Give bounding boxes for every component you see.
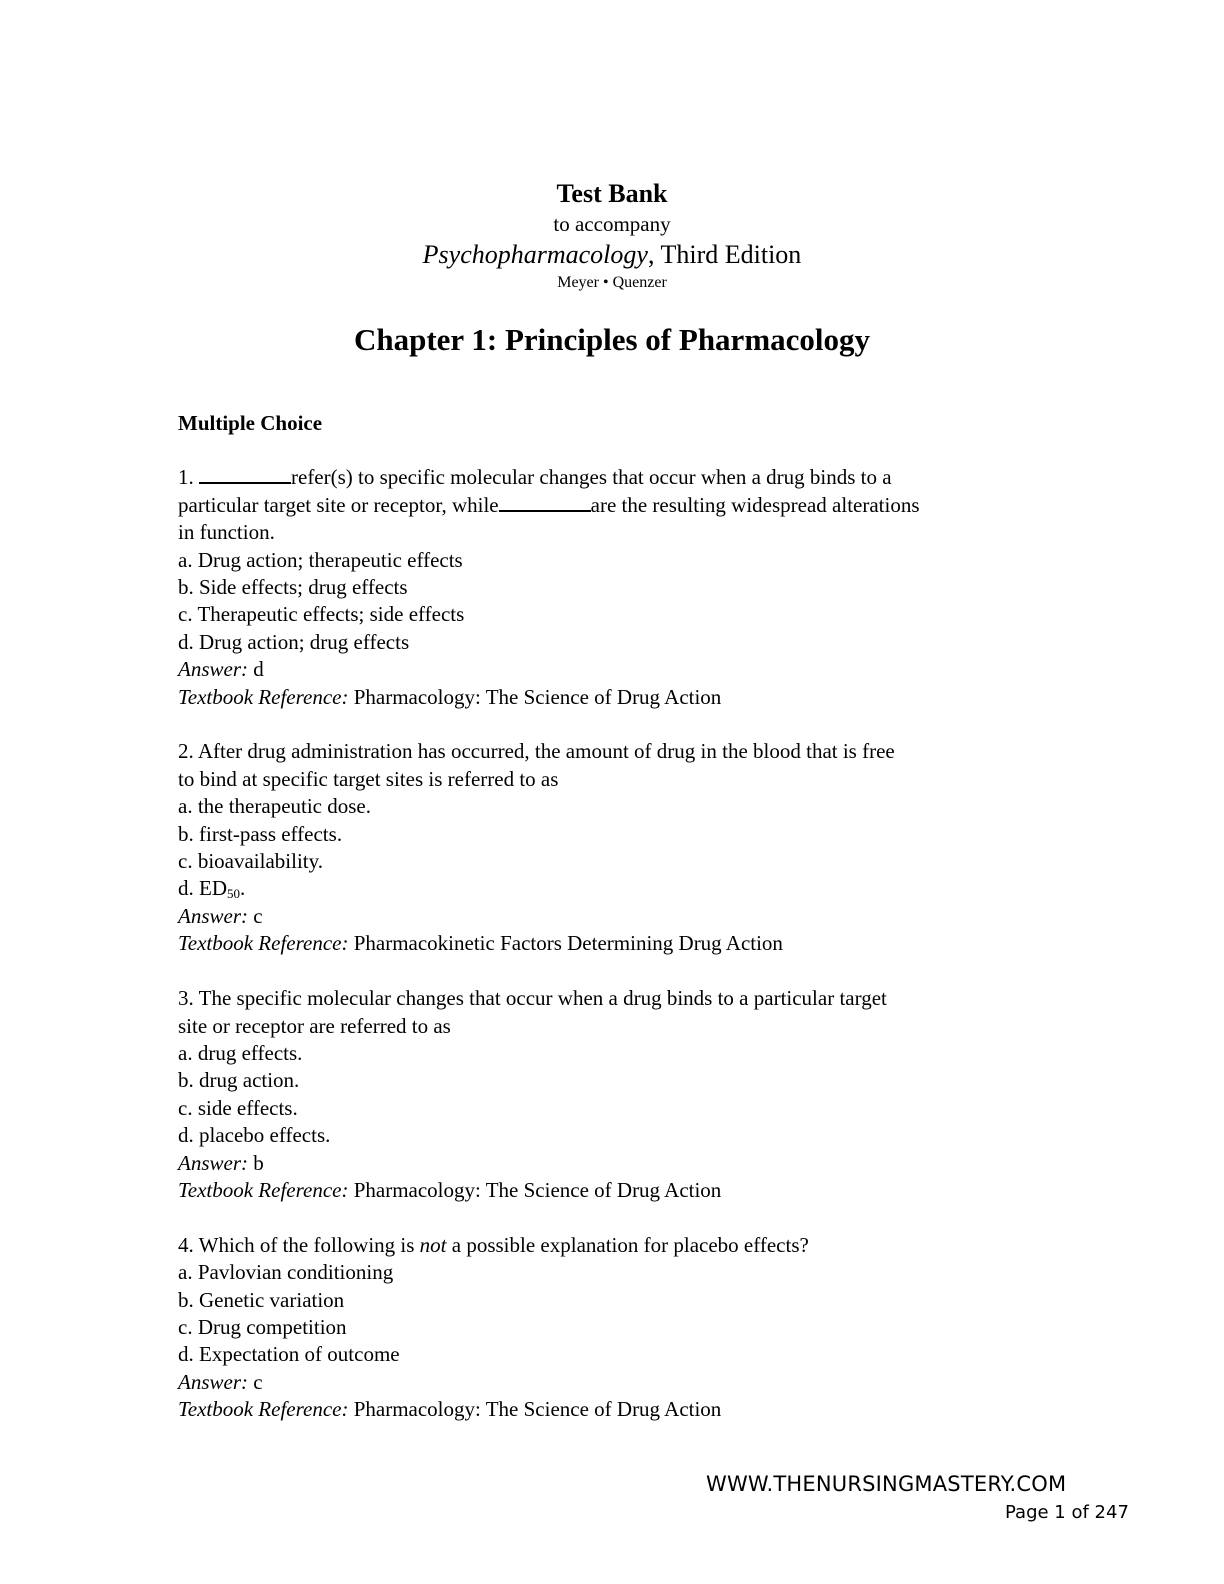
question-stem-text: refer(s) to specific molecular changes that occur when a drug binds to a <box>291 465 892 490</box>
reference-line <box>178 1177 1028 1204</box>
question-stem-line <box>178 464 1028 491</box>
question-stem-text: particular target site or receptor, while <box>178 492 499 517</box>
answer-label: Answer: <box>178 903 248 928</box>
chapter-heading: Chapter 1: Principles of Pharmacology <box>353 322 871 357</box>
reference-label: Textbook Reference: <box>178 1177 349 1202</box>
answer-line <box>178 1150 1028 1177</box>
option-d-suffix: . <box>240 876 246 901</box>
reference-line <box>178 930 1028 957</box>
question-2 <box>178 738 1028 957</box>
option-c: c. bioavailability. <box>178 849 324 874</box>
title-block <box>0 178 1224 360</box>
answer-value: c <box>253 1369 263 1394</box>
answer-line <box>178 903 1028 930</box>
question-1 <box>178 464 1028 711</box>
option-d: d. Drug action; drug effects <box>178 629 410 654</box>
option-a: a. the therapeutic dose. <box>178 794 371 819</box>
reference-value: Pharmacology: The Science of Drug Action <box>353 1177 722 1202</box>
option-b: b. first-pass effects. <box>178 821 343 846</box>
reference-value: Pharmacology: The Science of Drug Action <box>353 684 722 709</box>
question-stem-line: to bind at specific target sites is referred to as <box>178 766 559 791</box>
question-stem-line: site or receptor are referred to as <box>178 1013 451 1038</box>
book-title: Psychopharmacology <box>422 240 648 269</box>
question-list <box>178 410 1028 1451</box>
question-stem-text: After drug administration has occurred, the amount of drug in the blood that is free <box>197 739 895 764</box>
document-title: Test Bank <box>556 179 668 208</box>
question-3 <box>178 985 1028 1204</box>
option-b: b. Genetic variation <box>178 1287 345 1312</box>
question-stem-line: in function. <box>178 520 275 545</box>
question-number: 3. <box>178 986 194 1011</box>
reference-value: Pharmacokinetic Factors Determining Drug Action <box>353 931 783 956</box>
question-number: 4. <box>178 1232 194 1257</box>
question-stem-emphasis: not <box>419 1232 447 1257</box>
option-c: c. side effects. <box>178 1095 298 1120</box>
answer-value: c <box>253 903 263 928</box>
question-stem-line <box>178 492 1028 519</box>
option-c: c. Drug competition <box>178 1314 347 1339</box>
reference-value: Pharmacology: The Science of Drug Action <box>353 1397 722 1422</box>
option-d-subscript: 50 <box>227 886 240 902</box>
question-number: 1. <box>178 465 194 490</box>
fill-in-blank <box>199 464 291 484</box>
reference-label: Textbook Reference: <box>178 684 349 709</box>
option-d-text: d. ED <box>178 876 227 901</box>
question-stem-text: a possible explanation for placebo effects? <box>446 1232 809 1257</box>
question-stem-text: The specific molecular changes that occur when a drug binds to a particular target <box>198 986 887 1011</box>
option-d: d. Expectation of outcome <box>178 1342 400 1367</box>
section-title: Multiple Choice <box>178 411 323 435</box>
question-stem-line <box>178 985 1028 1012</box>
reference-line <box>178 684 1028 711</box>
option-a: a. Pavlovian conditioning <box>178 1260 394 1285</box>
question-stem-text: are the resulting widespread alterations <box>590 492 920 517</box>
answer-label: Answer: <box>178 657 248 682</box>
fill-in-blank <box>499 492 591 512</box>
answer-label: Answer: <box>178 1150 248 1175</box>
reference-label: Textbook Reference: <box>178 1397 349 1422</box>
question-stem-line <box>178 1232 1028 1259</box>
answer-line <box>178 656 1028 683</box>
answer-label: Answer: <box>178 1369 248 1394</box>
answer-value: d <box>253 657 264 682</box>
question-number: 2. <box>178 739 194 764</box>
option-d <box>178 875 1028 902</box>
authors-line: Meyer • Quenzer <box>557 274 667 291</box>
reference-label: Textbook Reference: <box>178 931 349 956</box>
answer-value: b <box>253 1150 264 1175</box>
accompany-line: to accompany <box>553 212 671 236</box>
option-b: b. Side effects; drug effects <box>178 575 408 600</box>
page-number: Page 1 of 247 <box>1005 1502 1129 1523</box>
option-c: c. Therapeutic effects; side effects <box>178 602 465 627</box>
option-d: d. placebo effects. <box>178 1123 331 1148</box>
option-a: a. drug effects. <box>178 1040 303 1065</box>
footer-website: WWW.THENURSINGMASTERY.COM <box>706 1472 1067 1496</box>
question-stem-text: Which of the following is <box>198 1232 420 1257</box>
book-title-line <box>0 238 1224 272</box>
reference-line <box>178 1396 1028 1423</box>
book-edition: , Third Edition <box>647 240 802 269</box>
option-a: a. Drug action; therapeutic effects <box>178 547 463 572</box>
question-4 <box>178 1232 1028 1424</box>
question-stem-line <box>178 738 1028 765</box>
option-b: b. drug action. <box>178 1068 300 1093</box>
answer-line <box>178 1369 1028 1396</box>
